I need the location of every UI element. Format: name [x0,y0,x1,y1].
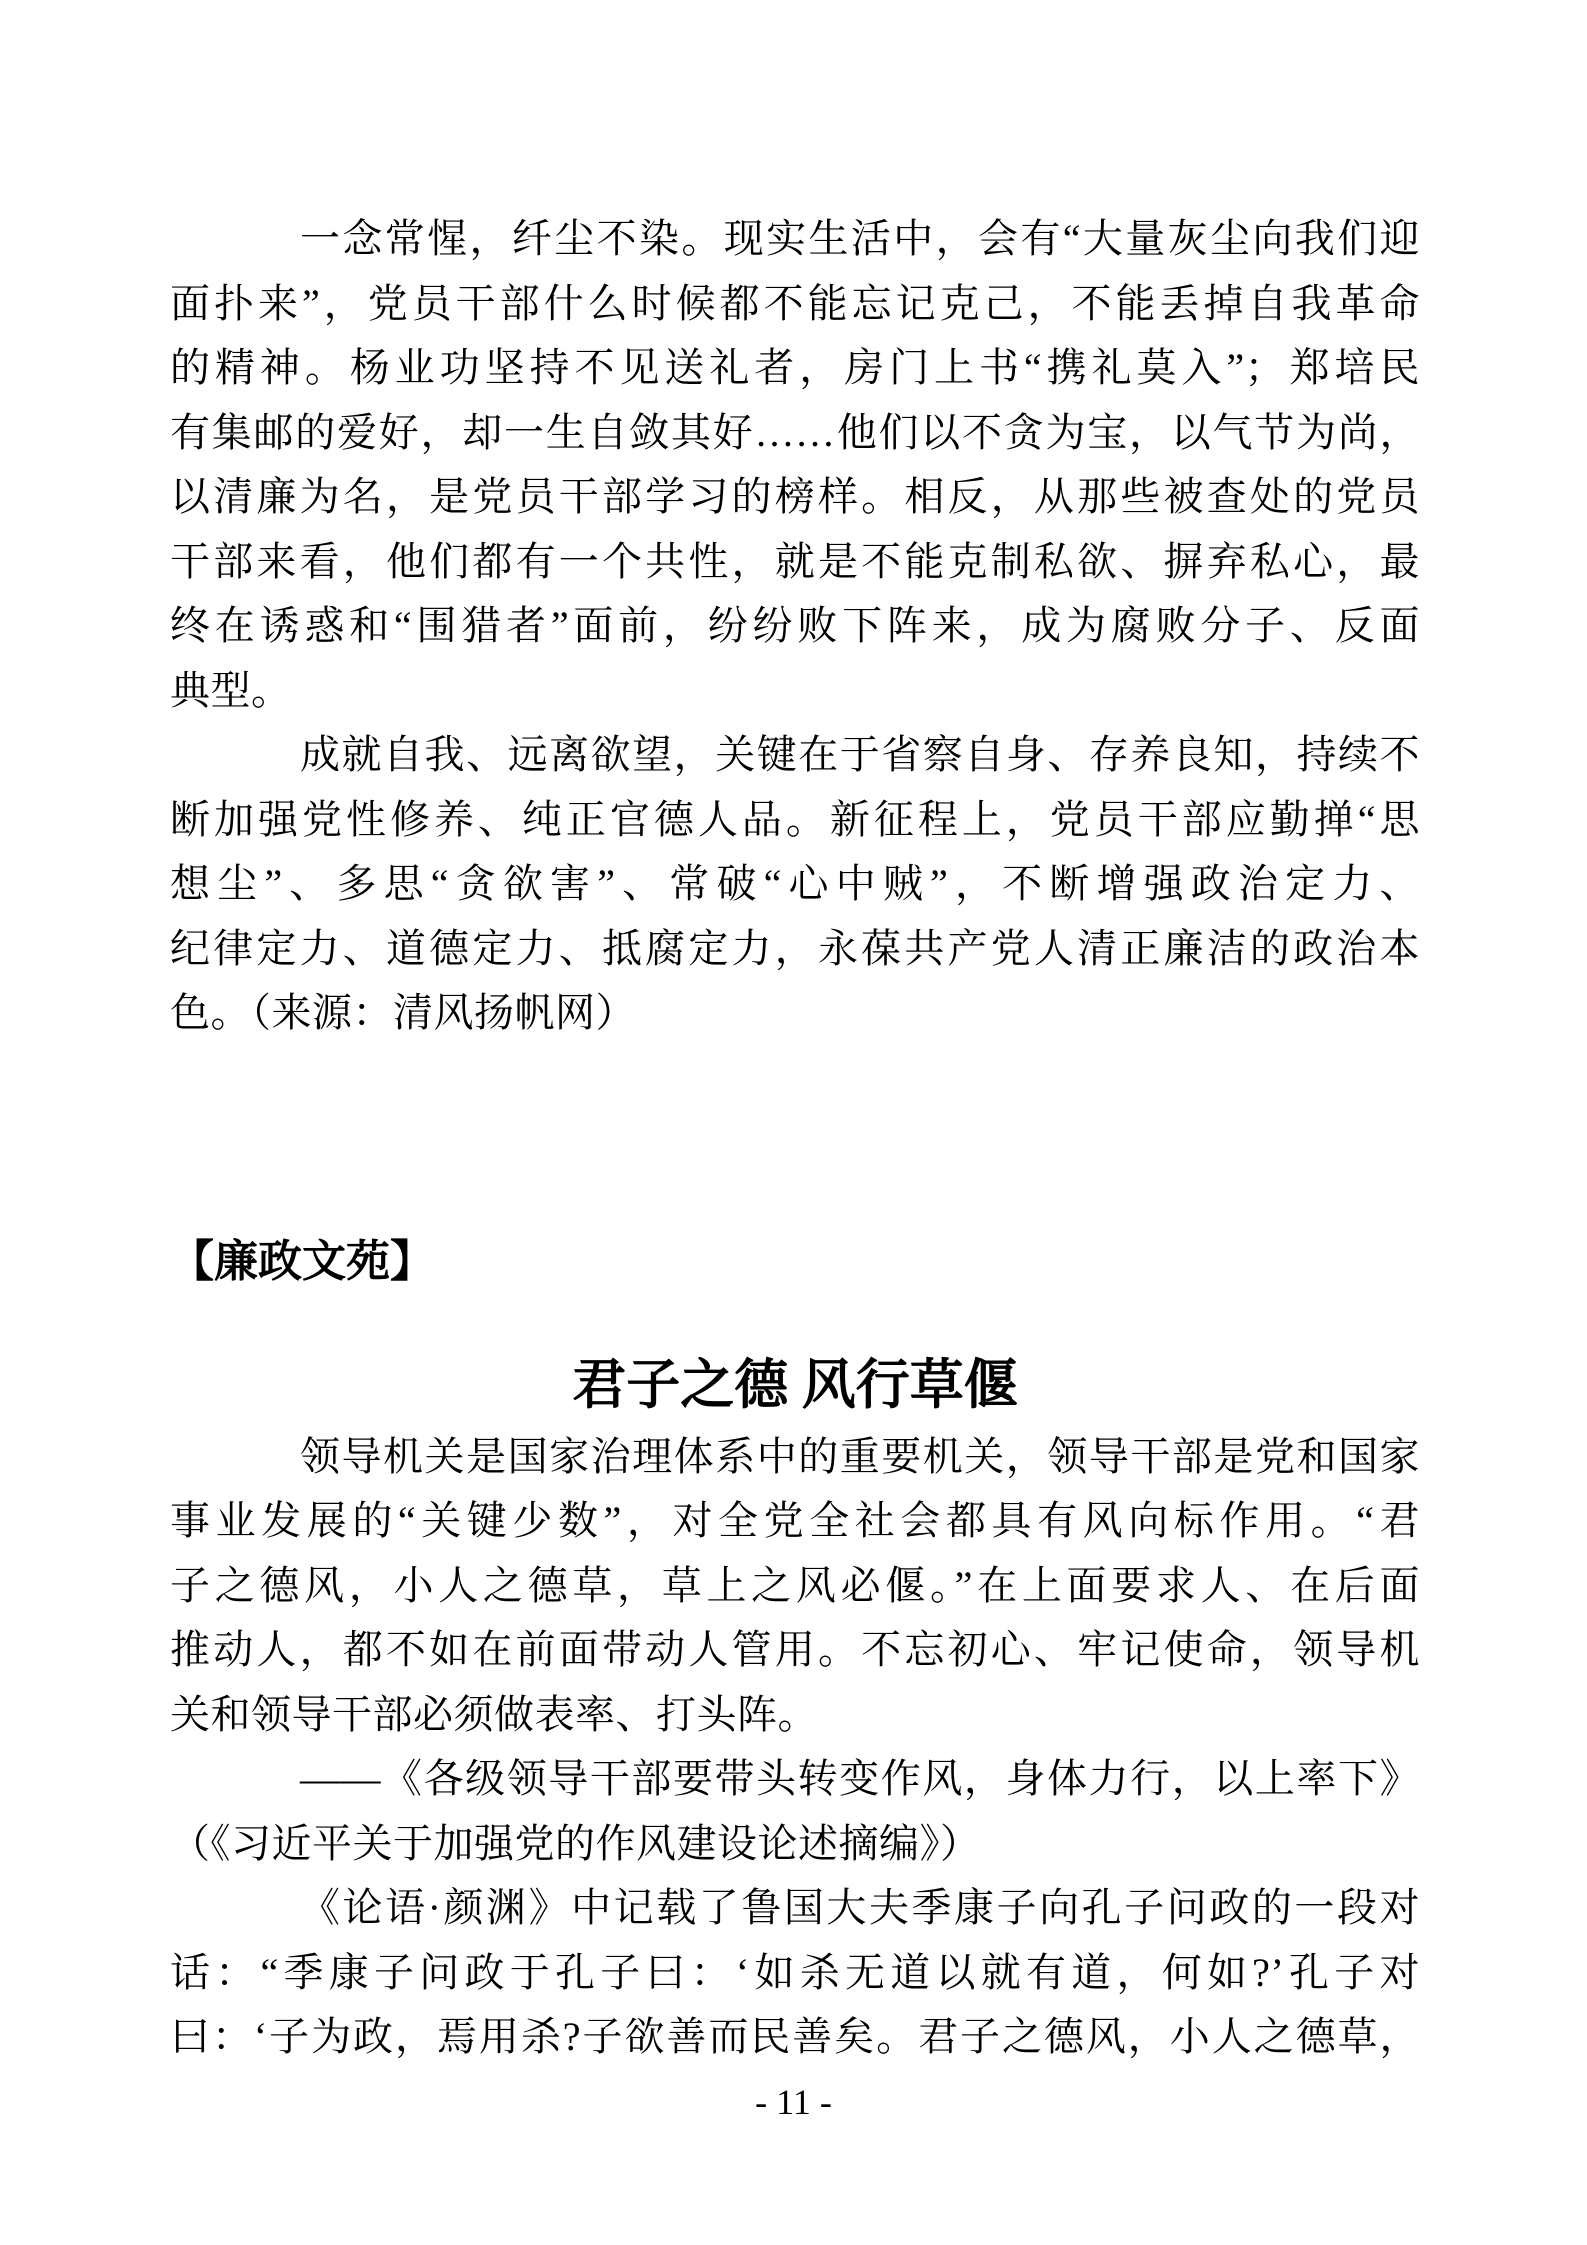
text-line: 纪律定力、道德定力、抵腐定力，永葆共产党人清正廉洁的政治本 [170,925,1420,971]
text-line: 关和领导干部必须做表率、打头阵。 [170,1691,818,1737]
text-line: 一念常惺，纤尘不染。现实生活中，会有“大量灰尘向我们迎 [300,216,1420,261]
text-line: 终在诱惑和“围猎者”面前，纷纷败下阵来，成为腐败分子、反面 [170,603,1420,648]
paragraph [170,723,1420,1046]
page-text-area [170,207,1420,2070]
paragraph [170,1876,1420,2070]
text-line: 话：“季康子问政于孔子曰：‘如杀无道以就有道，何如?’孔子对 [170,1949,1420,1995]
article-title: 君子之德 风行草偃 [572,1354,1018,1415]
text-line: 干部来看，他们都有一个共性，就是不能克制私欲、摒弃私心，最 [170,538,1420,584]
text-line: 断加强党性修养、纯正官德人品。新征程上，党员干部应勤掸“思 [170,796,1420,842]
page-number: - 11 - [755,2082,832,2122]
text-line: 面扑来”，党员干部什么时候都不能忘记克己，不能丢掉自我革命 [170,280,1420,326]
text-line: 成就自我、远离欲望，关键在于省察自身、存养良知，持续不 [300,732,1420,777]
text-line: 《论语·颜渊》中记载了鲁国大夫季康子向孔子问政的一段对 [300,1885,1420,1930]
paragraph [170,207,1420,723]
text-line: 推动人，都不如在前面带动人管用。不忘初心、牢记使命，领导机 [170,1627,1420,1672]
text-line: 曰：‘子为政，焉用杀?子欲善而民善矣。君子之德风，小人之德草， [170,2014,1420,2059]
paragraph [170,1747,1420,1876]
text-line: 的精神。杨业功坚持不见送礼者，房门上书“携礼莫入”；郑培民 [170,345,1420,390]
text-line: 想尘”、多思“贪欲害”、常破“心中贼”，不断增强政治定力、 [170,861,1420,906]
text-line: （《习近平关于加强党的作风建设论述摘编》） [170,1820,981,1866]
article-body [170,1425,1420,2070]
text-line: ——《各级领导干部要带头转变作风，身体力行，以上率下》 [300,1756,1420,1801]
text-line: 有集邮的爱好，却一生自敛其好……他们以不贪为宝，以气节为尚， [170,409,1420,455]
text-line: 子之德风，小人之德草，草上之风必偃。”在上面要求人、在后面 [170,1562,1420,1608]
text-line: 色。（来源：清风扬帆网） [170,990,636,1035]
text-line: 典型。 [170,667,292,713]
text-line: 以清廉为名，是党员干部学习的榜样。相反，从那些被查处的党员 [170,474,1420,519]
paragraph [170,1425,1420,1748]
section-header: 【廉政文苑】 [170,1236,434,1286]
text-line: 领导机关是国家治理体系中的重要机关，领导干部是党和国家 [300,1433,1420,1479]
text-line: 事业发展的“关键少数”，对全党全社会都具有风向标作用。“君 [170,1498,1420,1543]
